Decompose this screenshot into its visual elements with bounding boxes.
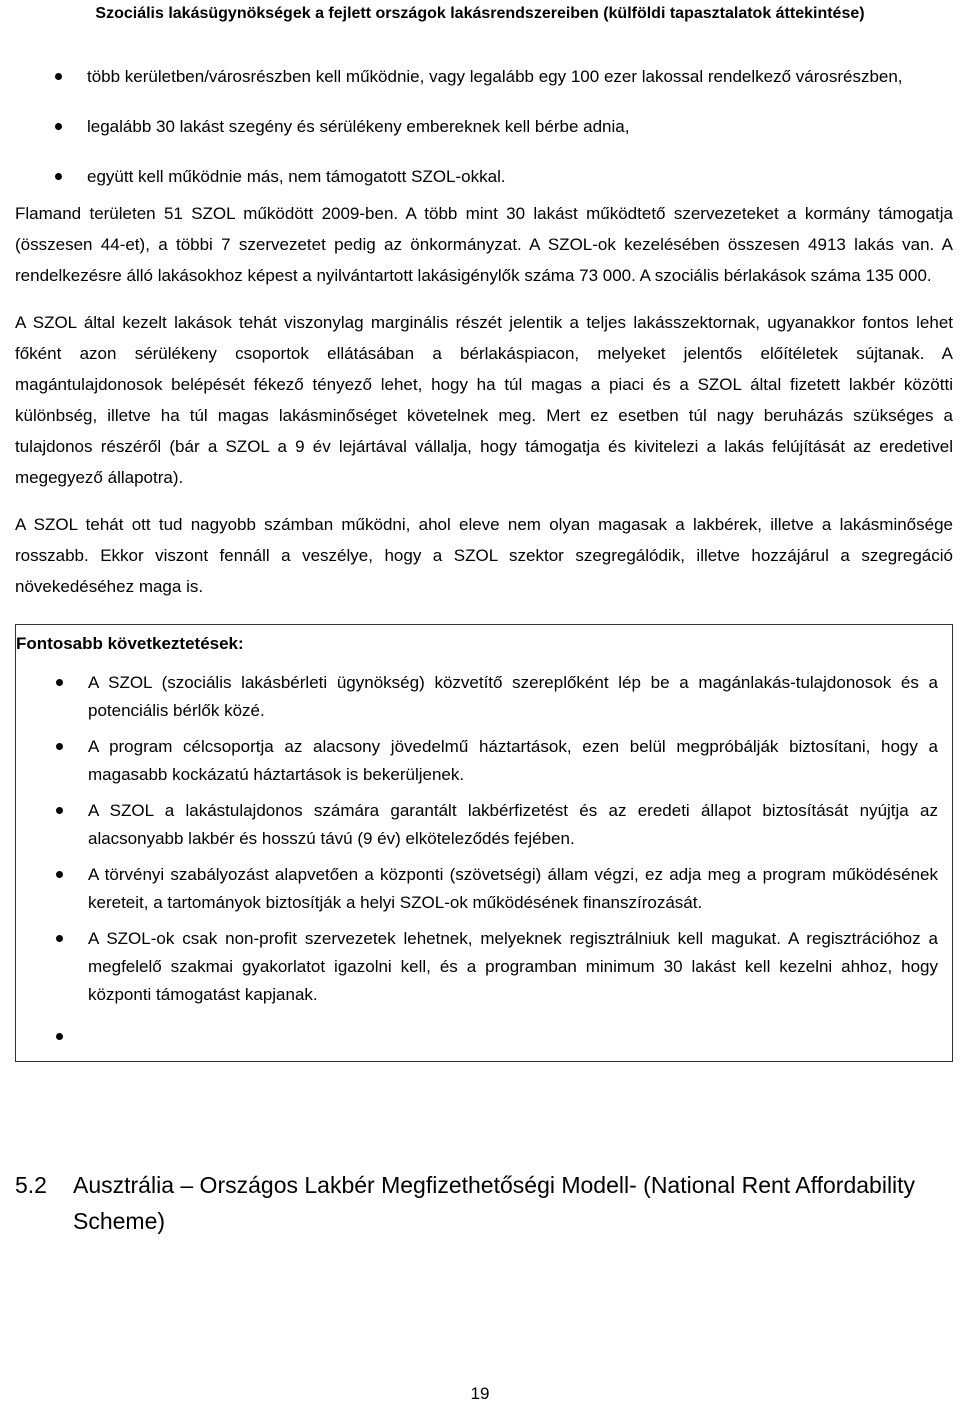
list-item [16,797,938,853]
conclusions-title: Fontosabb következtetések: [16,634,244,653]
requirements-list [15,60,953,194]
paragraph-flemish-stats: Flamand területen 51 SZOL működött 2009-ben. A több mint 30 lakást működtető szervezeteket a kormány támogatja (összesen 44-et), a többi 7 szervezetet pedig az önkormányzat. A SZOL-ok kezelésében összesen 4913 lakás van. A rendelkezésre álló lakásokhoz képest a nyilvántartott lakásigénylők száma 73 000. A szociális bérlakások száma 135 000. [15,204,953,285]
list-item [16,925,938,1009]
empty-list-item [16,1023,938,1051]
list-item [16,733,938,789]
section-number: 5.2 [15,1172,47,1198]
list-item-text: A törvényi szabályozást alapvetően a központi (szövetségi) állam végzi, ez adja meg a program működésének kereteit, a tartományok biztosítják a helyi SZOL-ok működésének finanszírozását. [88,865,938,912]
bullet-icon [56,807,63,814]
list-item-text: több kerületben/városrészben kell működnie, vagy legalább egy 100 ezer lakossal rendelkező városrészben, [87,67,903,86]
section-title: Ausztrália – Országos Lakbér Megfizethetőségi Modell- (National Rent Affordability Scheme) [73,1172,916,1234]
list-item [15,110,953,144]
page-number: 19 [470,1384,490,1403]
main-content [15,60,953,1062]
conclusions-box [15,624,953,1062]
list-item-text: A SZOL a lakástulajdonos számára garantált lakbérfizetést és az eredeti állapot biztosítását nyújtja az alacsonyabb lakbér és hosszú távú (9 év) elköteleződés fejében. [88,801,938,848]
list-item-text: legalább 30 lakást szegény és sérülékeny embereknek kell bérbe adnia, [87,117,630,136]
bullet-icon [56,743,63,750]
bullet-icon [55,173,62,180]
bullet-icon [55,73,62,80]
list-item [16,669,938,725]
bullet-icon [56,1033,63,1040]
list-item-text: A SZOL-ok csak non-profit szervezetek lehetnek, melyeknek regisztrálniuk kell magukat. A regisztrációhoz a megfelelő szakmai gyakorlatot igazolni kell, és a programban minimum 30 lakást kell kezelni ahhoz, hogy központi támogatást kapjanak. [88,929,938,1004]
list-item-text: együtt kell működnie más, nem támogatott SZOL-okkal. [87,167,506,186]
bullet-icon [55,123,62,130]
bullet-icon [56,935,63,942]
running-header: Szociális lakásügynökségek a fejlett országok lakásrendszereiben (külföldi tapasztalatok áttekintése) [95,5,865,22]
paragraph-market-share: A SZOL által kezelt lakások tehát viszonylag marginális részét jelentik a teljes lakásszektornak, ugyanakkor fontos lehet főként azon sérülékeny csoportok ellátásában a bérlakáspiacon, melyeket jelentős előítéletek sújtanak. A magántulajdonosok belépését fékező tényező lehet, hogy ha túl magas a piaci és a SZOL által fizetett lakbér közötti különbség, illetve ha túl magas lakásminőséget követelnek meg. Mert ez esetben túl nagy beruházás szükséges a tulajdonos részéről (bár a SZOL a 9 év lejártával vállalja, hogy támogatja és kivitelezi a lakás felújítását az eredetivel megegyező állapotra). [15,313,953,487]
list-item [16,861,938,917]
list-item-text: A program célcsoportja az alacsony jövedelmű háztartások, ezen belül megpróbálják biztosítani, hogy a magasabb kockázatú háztartások is bekerüljenek. [88,737,938,784]
bullet-icon [56,679,63,686]
bullet-icon [56,871,63,878]
conclusions-list [16,669,938,1051]
section-heading [15,1167,955,1239]
list-item [15,60,953,94]
paragraph-segregation: A SZOL tehát ott tud nagyobb számban működni, ahol eleve nem olyan magasak a lakbérek, illetve a lakásminősége rosszabb. Ekkor viszont fennáll a veszélye, hogy a SZOL szektor szegregálódik, illetve hozzájárul a szegregáció növekedéséhez maga is. [15,515,953,596]
list-item [15,160,953,194]
list-item-text: A SZOL (szociális lakásbérleti ügynökség) közvetítő szereplőként lép be a magánlakás-tulajdonosok és a potenciális bérlők közé. [88,673,938,720]
